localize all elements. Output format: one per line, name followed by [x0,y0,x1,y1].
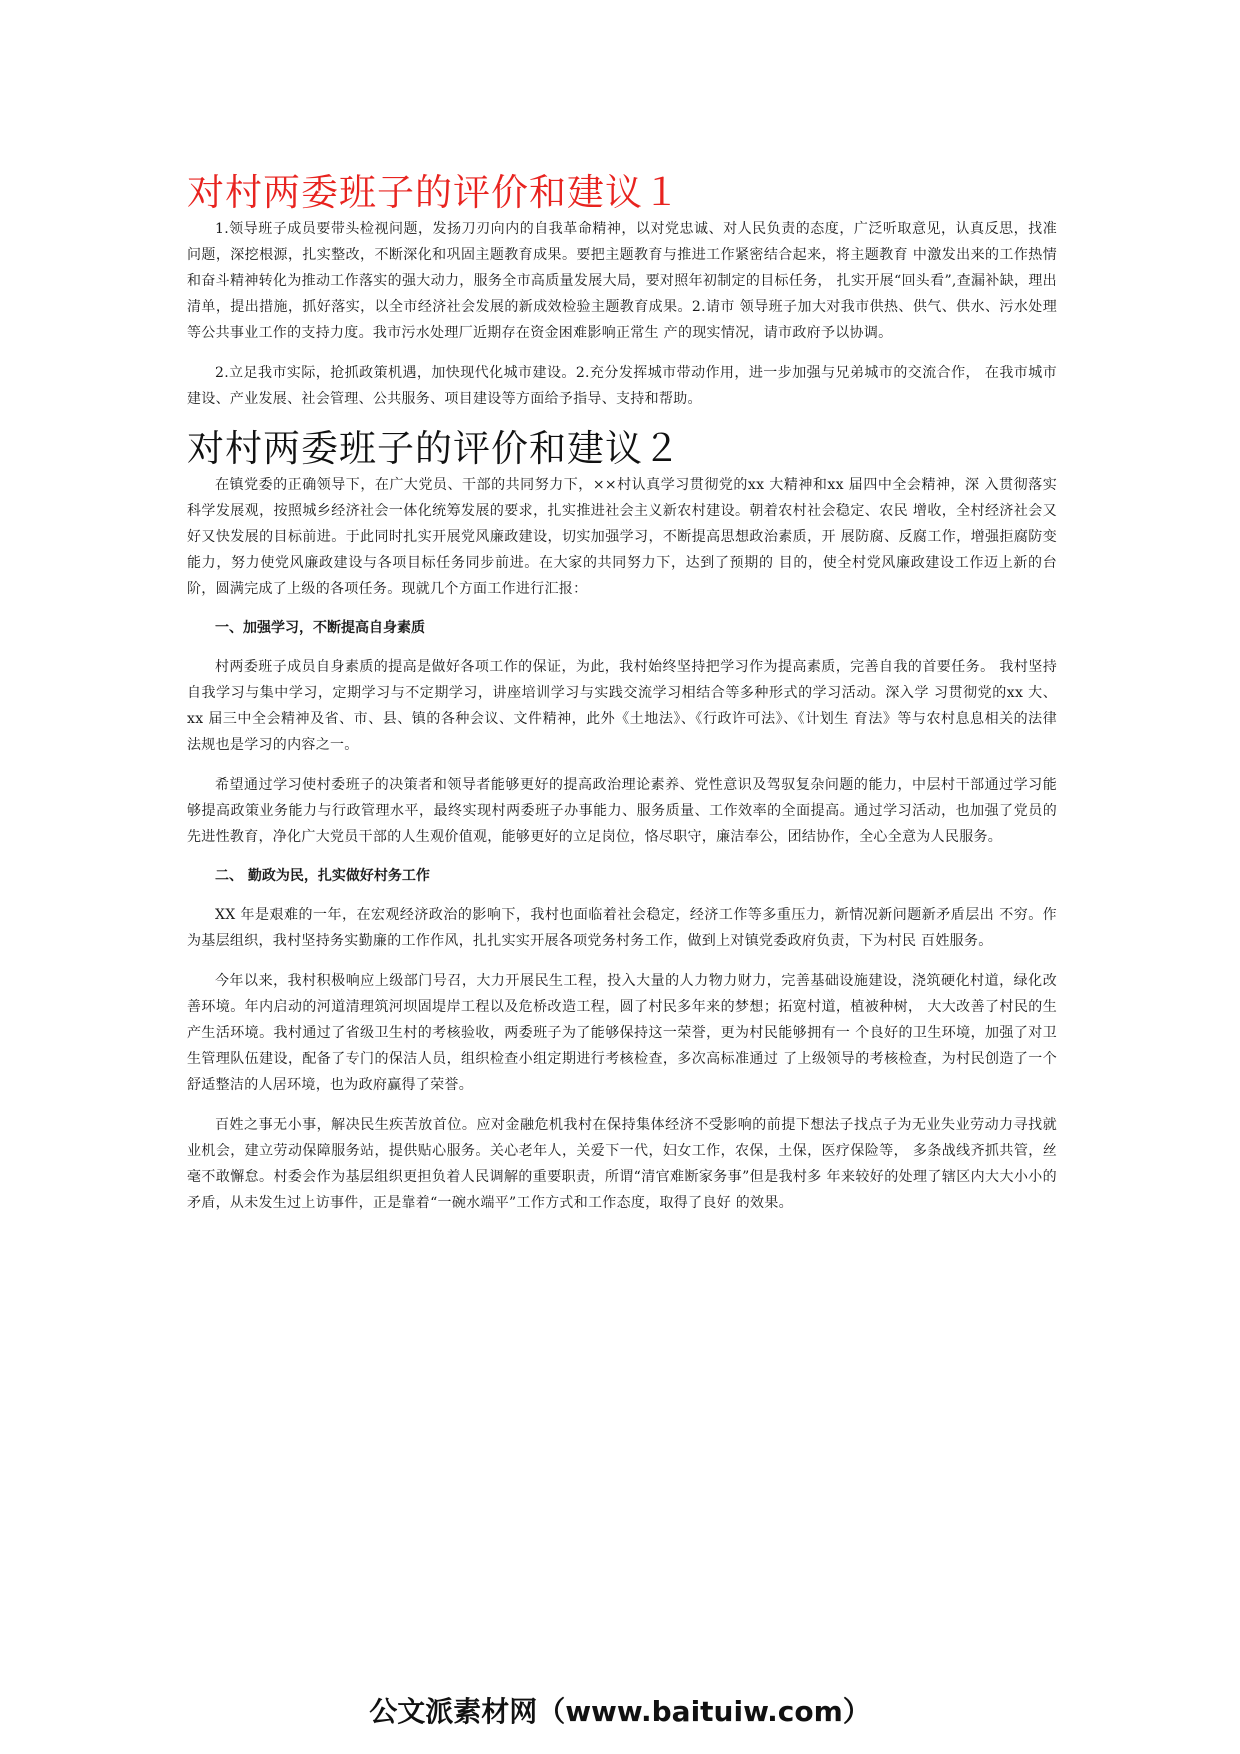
paragraph: 2.立足我市实际，抢抓政策机遇，加快现代化城市建设。2.充分发挥城市带动作用，进一步加强与兄弟城市的交流合作， 在我市城市建设、产业发展、社会管理、公共服务、项目建设等方面给予指导、支持和帮助。 [187,365,1057,407]
section-title-1: 对村两委班子的评价和建议１ [187,171,681,214]
section-title-2: 对村两委班子的评价和建议２ [187,427,681,470]
paragraph: 1.领导班子成员要带头检视问题，发扬刀刃向内的自我革命精神，以对党忠诚、对人民负责的态度，广泛听取意见，认真反思，找准问题，深挖根源，扎实整改，不断深化和巩固主题教育成果。要把主题教育与推进工作紧密结合起来，将主题教育 中激发出来的工作热情和奋斗精神转化为推动工作落实的强大动力，服务全市高质量发展大局，要对照年初制定的目标任务， 扎实开展“回头看”,查漏补缺，理出清单，提出措施，抓好落实，以全市经济社会发展的新成效检验主题教育成果。2.请市 领导班子加大对我市供热、供气、供水、污水处理等公共事业工作的支持力度。我市污水处理厂近期存在资金困难影响正常生 产的现实情况，请市政府予以协调。 [187,221,1057,341]
paragraph: 在镇党委的正确领导下，在广大党员、干部的共同努力下，××村认真学习贯彻党的xx 大精神和xx 届四中全会精神，深 入贯彻落实科学发展观，按照城乡经济社会一体化统筹发展的要求，扎实推进社会主义新农村建设。朝着农村社会稳定、农民 增收，全村经济社会又好又快发展的目标前进。于此同时扎实开展党风廉政建设，切实加强学习，不断提高思想政治素质，开 展防腐、反腐工作，增强拒腐防变能力，努力使党风廉政建设与各项目标任务同步前进。在大家的共同努力下，达到了预期的 目的，使全村党风廉政建设工作迈上新的台阶，圆满完成了上级的各项任务。现就几个方面工作进行汇报： [187,477,1057,597]
subheading-1: 一、加强学习，不断提高自身素质 [215,620,425,636]
subheading-2: 二、 勤政为民，扎实做好村务工作 [215,868,430,884]
paragraph: 希望通过学习使村委班子的决策者和领导者能够更好的提高政治理论素养、党性意识及驾驭复杂问题的能力，中层村干部通过学习能够提高政策业务能力与行政管理水平，最终实现村两委班子办事能力、服务质量、工作效率的全面提高。通过学习活动，也加强了党员的先进性教育，净化广大党员干部的人生观价值观，能够更好的立足岗位，恪尽职守，廉洁奉公，团结协作，全心全意为人民服务。 [187,777,1057,845]
paragraph: 今年以来，我村积极响应上级部门号召，大力开展民生工程，投入大量的人力物力财力，完善基础设施建设，浇筑硬化村道，绿化改善环境。年内启动的河道清理筑河坝固堤岸工程以及危桥改造工程，圆了村民多年来的梦想；拓宽村道，植被种树， 大大改善了村民的生产生活环境。我村通过了省级卫生村的考核验收，两委班子为了能够保持这一荣誉，更为村民能够拥有一 个良好的卫生环境，加强了对卫生管理队伍建设，配备了专门的保洁人员，组织检查小组定期进行考核检查，多次高标准通过 了上级领导的考核检查，为村民创造了一个舒适整洁的人居环境，也为政府赢得了荣誉。 [187,973,1057,1093]
paragraph: XX 年是艰难的一年，在宏观经济政治的影响下，我村也面临着社会稳定，经济工作等多重压力，新情况新问题新矛盾层出 不穷。作为基层组织，我村坚持务实勤廉的工作作风，扎扎实实开展各项党务村务工作，做到上对镇党委政府负责，下为村民 百姓服务。 [187,907,1057,949]
footer-watermark-text: 公文派素材网（www.baituiw.com） [369,1695,871,1728]
paragraph: 村两委班子成员自身素质的提高是做好各项工作的保证，为此，我村始终坚持把学习作为提高素质，完善自我的首要任务。 我村坚持自我学习与集中学习，定期学习与不定期学习，讲座培训学习与实践交流学习相结合等多种形式的学习活动。深入学 习贯彻党的xx 大、xx 届三中全会精神及省、市、县、镇的各种会议、文件精神，此外《土地法》、《行政许可法》、《计划生 育法》等与农村息息相关的法律法规也是学习的内容之一。 [187,659,1057,753]
paragraph: 百姓之事无小事，解决民生疾苦放首位。应对金融危机我村在保持集体经济不受影响的前提下想法子找点子为无业失业劳动力寻找就业机会，建立劳动保障服务站，提供贴心服务。关心老年人，关爱下一代，妇女工作，农保，土保，医疗保险等， 多条战线齐抓共管，丝毫不敢懈怠。村委会作为基层组织更担负着人民调解的重要职责，所谓“清官难断家务事”但是我村多 年来较好的处理了辖区内大大小小的矛盾，从未发生过上访事件，正是靠着“一碗水端平”工作方式和工作态度，取得了良好 的效果。 [187,1117,1057,1211]
document-body [187,170,1057,1230]
